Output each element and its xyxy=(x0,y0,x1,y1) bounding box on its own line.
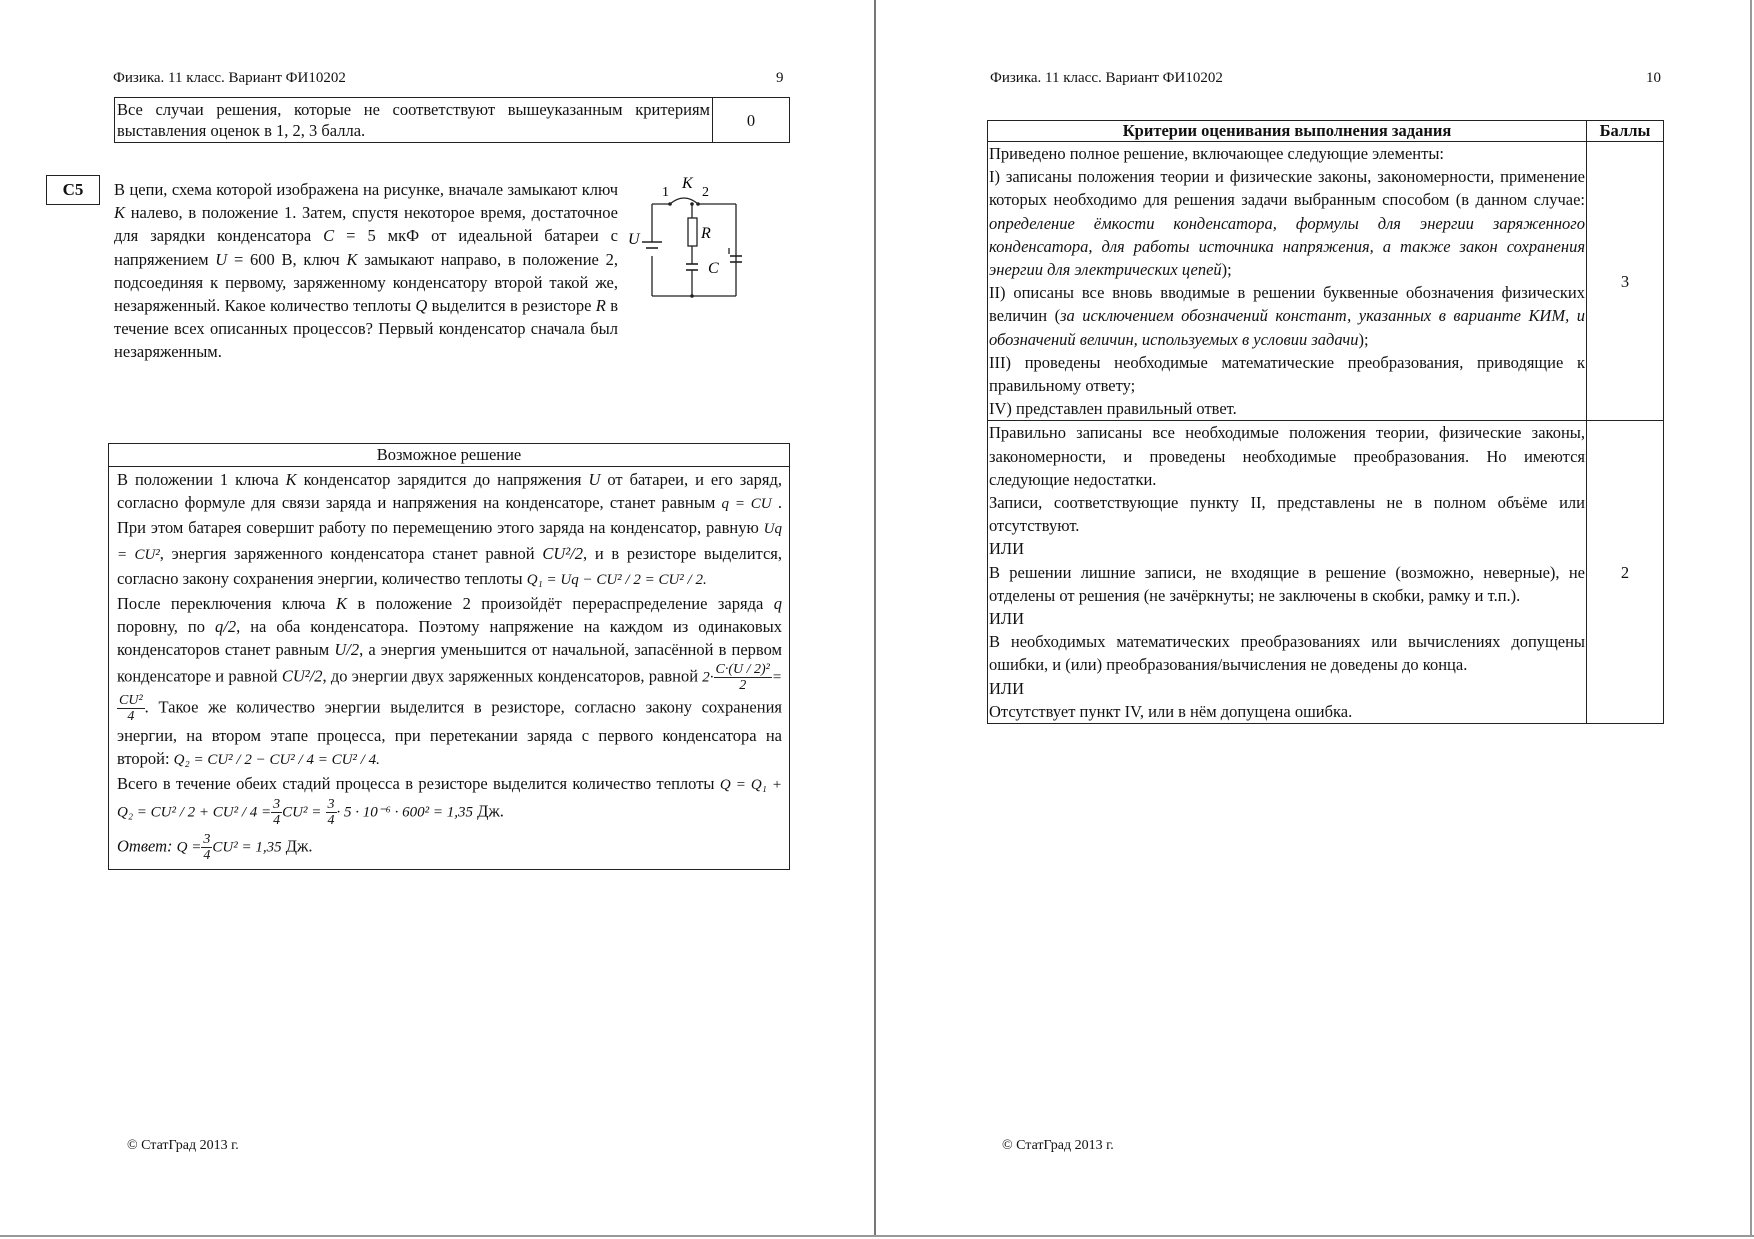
label-c: C xyxy=(708,260,719,277)
label-u: U xyxy=(628,231,640,248)
task-label: С5 xyxy=(46,175,100,205)
page-number: 10 xyxy=(1646,70,1661,86)
criteria-table xyxy=(987,120,1664,724)
page-number: 9 xyxy=(776,70,784,86)
resistor-symbol xyxy=(688,218,697,246)
previous-criteria-table xyxy=(114,97,790,143)
table-row xyxy=(115,98,790,143)
task-statement: В цепи, схема которой изображена на рисунке, вначале замыкают ключ K налево, в положение 1. Затем, спустя некоторое время, достаточное для зарядки конденсатора C = 5 мкФ от идеальной батареи с напряжением U = 600 В, ключ K замыкают направо, в положение 2, подсоединяя к первому, заряженному конденсатору второй такой же, незаряженный. Какое количество теплоты Q выделится в резисторе R в течение всех описанных процессов? Первый конденсатор сначала был незаряженным. xyxy=(114,180,619,362)
solution-body: В положении 1 ключа K конденсатор зарядится до напряжения U от батареи, и его заряд, согласно формуле для связи заряда и напряжения на конденсаторе, станет равным q = CU . При этом батарея совершит работу по перемещению этого заряда на конденсатор, равную Uq = CU², энергия заряженного конденсатора станет равной CU²/2, и в резисторе выделится, согласно закону сохранения энергии, количество теплоты Q₁ = Uq − CU² / 2 = CU² / 2. После переключения ключа K в положение 2 произойдёт перераспределение заряда q поровну, по q/2, на оба конденсатора. Поэтому напряжение на каждом из одинаковых конденсаторов станет равным U/2, а энергия уменьшится от начальной, запасённой в первом конденсаторе и равной CU²/2, до энергии двух заряженных конденсаторов, равной 2· $\frac{\text{C·(U / 2)²}}{2}$ = $\frac{\text{CU²}}{4}$ . Такое же количество энергии выделится в резисторе, согласно закону сохранения энергии, на втором этапе процесса, при перетекании заряда с первого конденсатора на второй: Q₂ = CU² / 2 − CU² / 4 = CU² / 4. Всего в течение обеих стадий процесса в резисторе выделится количество теплоты Q = Q₁ + Q₂ = CU² / 2 + CU² / 4 = $\frac{3}{4}$ CU² = $\frac{3}{4}$ · 5 · 10⁻⁶ · 600² = 1,35 Дж. Ответ: Q = $\frac{3}{4}$ CU² = 1,35 Дж. xyxy=(117,470,783,864)
column-header-score: Баллы xyxy=(1587,121,1664,142)
label-2: 2 xyxy=(702,185,709,200)
column-header-criteria: Критерии оценивания выполнения задания xyxy=(988,121,1587,142)
label-k: K xyxy=(682,175,693,192)
score-cell: 2 xyxy=(1587,421,1664,724)
formula-q: q = CU xyxy=(721,496,772,513)
possible-solution xyxy=(108,443,790,870)
page-header: Физика. 11 класс. Вариант ФИ10202 xyxy=(990,70,1223,86)
left-page xyxy=(0,0,876,1235)
criteria-cell: Приведено полное решение, включающее следующие элементы: I) записаны положения теории и физические законы, закономерности, применение которых необходимо для решения задачи выбранным способом (в данном случае: определение ёмкости конденсатора, формулы для энергии заряженного конденсатора, для работы источника напряжения, а также закон сохранения энергии для электрических цепей); II) описаны все вновь вводимые в решении буквенные обозначения физических величин (за исключением обозначений констант, указанных в варианте КИМ, и обозначений величин, используемых в условии задачи); III) проведены необходимые математические преобразования, приводящие к правильному ответу; IV) представлен правильный ответ. xyxy=(988,142,1587,421)
table-row xyxy=(988,421,1664,724)
formula-fraction: $\frac{\text{CU²}}{4}$ xyxy=(119,692,143,724)
criteria-text: Все случаи решения, которые не соответствуют вышеуказанным критериям выставления оценок в 1, 2, 3 балла. xyxy=(115,98,713,143)
criteria-cell: Правильно записаны все необходимые положения теории, физические законы, закономерности, и проведены необходимые преобразования. Но имеются следующие недостатки. Записи, соответствующие пункту II, представлены не в полном объёме или отсутствуют. ИЛИ В решении лишние записи, не входящие в решение (возможно, неверные), не отделены от решения (не зачёркнуты; не заключены в скобки, рамку и т.п.). ИЛИ В необходимых математических преобразованиях или вычислениях допущены ошибки, и (или) преобразования/вычисления не доведены до конца. ИЛИ Отсутствует пункт IV, или в нём допущена ошибка. xyxy=(988,421,1587,724)
solution-title: Возможное решение xyxy=(109,444,789,467)
criteria-score: 0 xyxy=(713,98,790,143)
page-header: Физика. 11 класс. Вариант ФИ10202 xyxy=(113,70,346,86)
circuit-diagram xyxy=(622,174,752,304)
page-footer: © СтатГрад 2013 г. xyxy=(1002,1138,1114,1153)
formula-q2: Q₂ = CU² / 2 − CU² / 4 = CU² / 4. xyxy=(173,751,380,768)
answer-label: Ответ: xyxy=(117,836,173,856)
formula-total: Q = Q₁ + Q₂ = CU² / 2 + CU² / 4 = xyxy=(117,777,783,821)
table-header-row xyxy=(988,121,1664,142)
formula-fraction: $\frac{\text{C·(U / 2)²}}{2}$ xyxy=(715,661,770,693)
formula-uq: Uq = CU² xyxy=(117,521,782,563)
score-cell: 3 xyxy=(1587,142,1664,421)
page-bottom-border xyxy=(0,1235,1754,1237)
label-r: R xyxy=(701,225,711,242)
formula-q1: Q₁ = Uq − CU² / 2 = CU² / 2. xyxy=(526,571,707,588)
label-1: 1 xyxy=(662,185,669,200)
page-footer: © СтатГрад 2013 г. xyxy=(127,1138,239,1153)
table-row xyxy=(988,142,1664,421)
